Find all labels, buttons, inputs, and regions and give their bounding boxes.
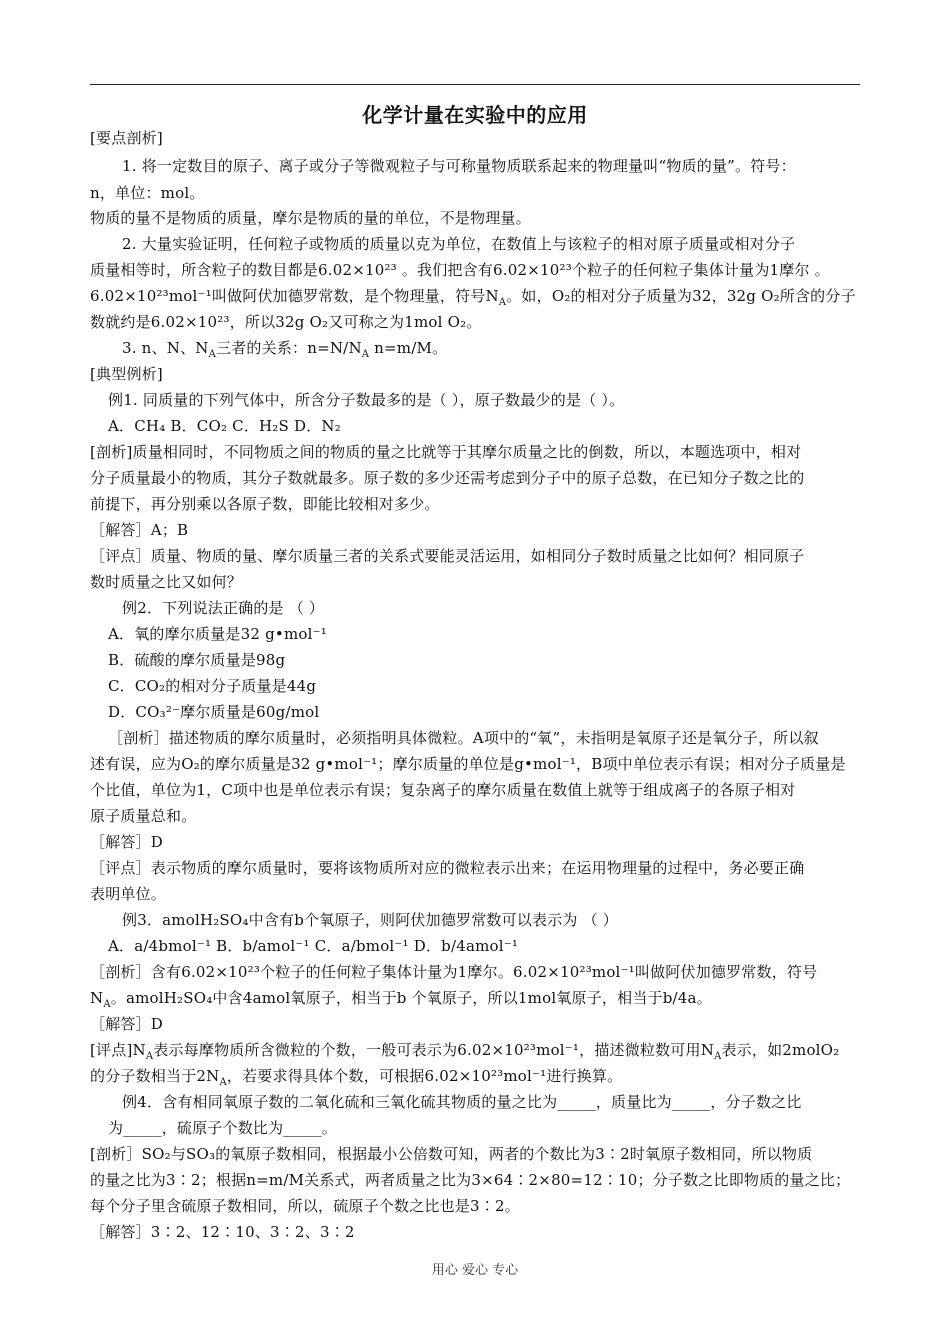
text-line: 的分子数相当于$2N_A$，若要求得具体个数，可根据6.02×10²³mol⁻¹进行换算。	[90, 1067, 623, 1088]
text-line: 每个分子里含硫原子数相同，所以，硫原子个数之比也是3∶2。	[90, 1197, 520, 1215]
text-line: 前提下，再分别乘以各原子数，即能比较相对多少。	[90, 495, 440, 513]
text-line: 1. 将一定数目的原子、离子或分子等微观粒子与可称量物质联系起来的物理量叫“物质的量”。符号：	[122, 157, 796, 175]
text-line: 例2．下列说法正确的是 （ ）	[122, 599, 325, 617]
header-rule	[90, 84, 860, 85]
text-line: 3. n、N、$N_A$三者的关系：$n=N/N_A$ n=m/M。	[122, 339, 448, 360]
text-line: A．CH₄ B．CO₂ C．H₂S D．N₂	[108, 417, 341, 435]
text-line: ［解答］A；B	[90, 521, 189, 539]
text-line: 2. 大量实验证明，任何粒子或物质的质量以克为单位，在数值上与该粒子的相对原子质量或相对分子	[122, 235, 796, 253]
text-line: [剖析]质量相同时，不同物质之间的物质的量之比就等于其摩尔质量之比的倒数，所以，本题选项中，相对	[90, 443, 802, 461]
text-line: A．a/4bmol⁻¹ B．b/amol⁻¹ C．a/bmol⁻¹ D．b/4amol⁻¹	[108, 937, 519, 955]
text-line: 例4．含有相同氧原子数的二氧化硫和三氧化硫其物质的量之比为_____，质量比为_____，分子数之比	[122, 1093, 802, 1111]
text-line: 物质的量不是物质的质量，摩尔是物质的量的单位，不是物理量。	[90, 209, 531, 227]
text-line: n，单位：mol。	[90, 184, 205, 202]
text-line: [评点]$N_A$表示每摩物质所含微粒的个数，一般可表示为6.02×10²³mol⁻¹，描述微粒数可用$N_A$表示，如2molO₂	[90, 1041, 840, 1062]
text-line: [要点剖析]	[90, 129, 163, 147]
page-footer: 用心 爱心 专心	[431, 1263, 519, 1278]
text-line: B．硫酸的摩尔质量是98g	[108, 651, 286, 669]
text-line: ［剖析］描述物质的摩尔质量时，必须指明具体微粒。A项中的“氧”，未指明是氧原子还是氧分子，所以叙	[108, 729, 819, 747]
text-line: [剖析］SO₂与SO₃的氧原子数相同，根据最小公倍数可知，两者的个数比为3∶2时氧原子数相同，所以物质	[90, 1145, 813, 1163]
text-line: ［评点］质量、物质的量、摩尔质量三者的关系式要能灵活运用，如相同分子数时质量之比如何？相同原子	[90, 547, 805, 565]
page-title: 化学计量在实验中的应用	[362, 103, 588, 127]
text-line: 分子质量最小的物质，其分子数就最多。原子数的多少还需考虑到分子中的原子总数，在已知分子数之比的	[90, 469, 805, 487]
text-line: $N_A$。amolH₂SO₄中含4amol氧原子，相当于b 个氧原子，所以1mol氧原子，相当于b/4a。	[90, 989, 712, 1010]
text-line: 例3．amolH₂SO₄中含有b个氧原子，则阿伏加德罗常数可以表示为 （ ）	[122, 911, 618, 929]
text-line: 数就约是6.02×10²³，所以32g O₂又可称之为1mol O₂。	[90, 313, 482, 331]
text-line: ［解答］D	[90, 833, 164, 851]
text-line: 为_____，硫原子个数比为_____。	[108, 1119, 338, 1137]
text-line: C．CO₂的相对分子质量是44g	[108, 677, 317, 695]
text-line: 表明单位。	[90, 885, 167, 903]
text-line: 述有误，应为O₂的摩尔质量是32 g•mol⁻¹；摩尔质量的单位是g•mol⁻¹，B项中单位表示有误；相对分子质量是	[90, 755, 846, 773]
text-line: 数时质量之比又如何？	[90, 573, 243, 591]
text-line: 例1. 同质量的下列气体中，所含分子数最多的是（ ），原子数最少的是（ ）。	[108, 391, 625, 409]
text-line: 质量相等时，所含粒子的数目都是6.02×10²³ 。我们把含有6.02×10²³个粒子的任何粒子集体计量为1摩尔 。	[90, 261, 830, 279]
text-line: 6.02×10²³mol⁻¹叫做阿伏加德罗常数，是个物理量，符号$N_A$。如，O₂的相对分子质量为32，32g O₂所含的分子	[90, 287, 856, 308]
text-line: 原子质量总和。	[90, 807, 197, 825]
text-line: 的量之比为3∶2；根据n=m/M关系式，两者质量之比为3×64∶2×80=12∶10；分子数之比即物质的量之比；	[90, 1171, 851, 1189]
text-line: ［解答］D	[90, 1015, 164, 1033]
text-line: ［解答］3∶2、12∶10、3∶2、3∶2	[90, 1223, 355, 1241]
text-line: A．氧的摩尔质量是32 g•mol⁻¹	[108, 625, 327, 643]
text-line: [典型例析]	[90, 365, 163, 383]
text-line: D．CO₃²⁻摩尔质量是60g/mol	[108, 703, 320, 721]
text-line: 个比值，单位为1，C项中也是单位表示有误；复杂离子的摩尔质量在数值上就等于组成离子的各原子相对	[90, 781, 796, 799]
text-line: ［剖析］含有6.02×10²³个粒子的任何粒子集体计量为1摩尔。6.02×10²³mol⁻¹叫做阿伏加德罗常数，符号	[90, 963, 818, 981]
text-line: ［评点］表示物质的摩尔质量时，要将该物质所对应的微粒表示出来；在运用物理量的过程中，务必要正确	[90, 859, 805, 877]
